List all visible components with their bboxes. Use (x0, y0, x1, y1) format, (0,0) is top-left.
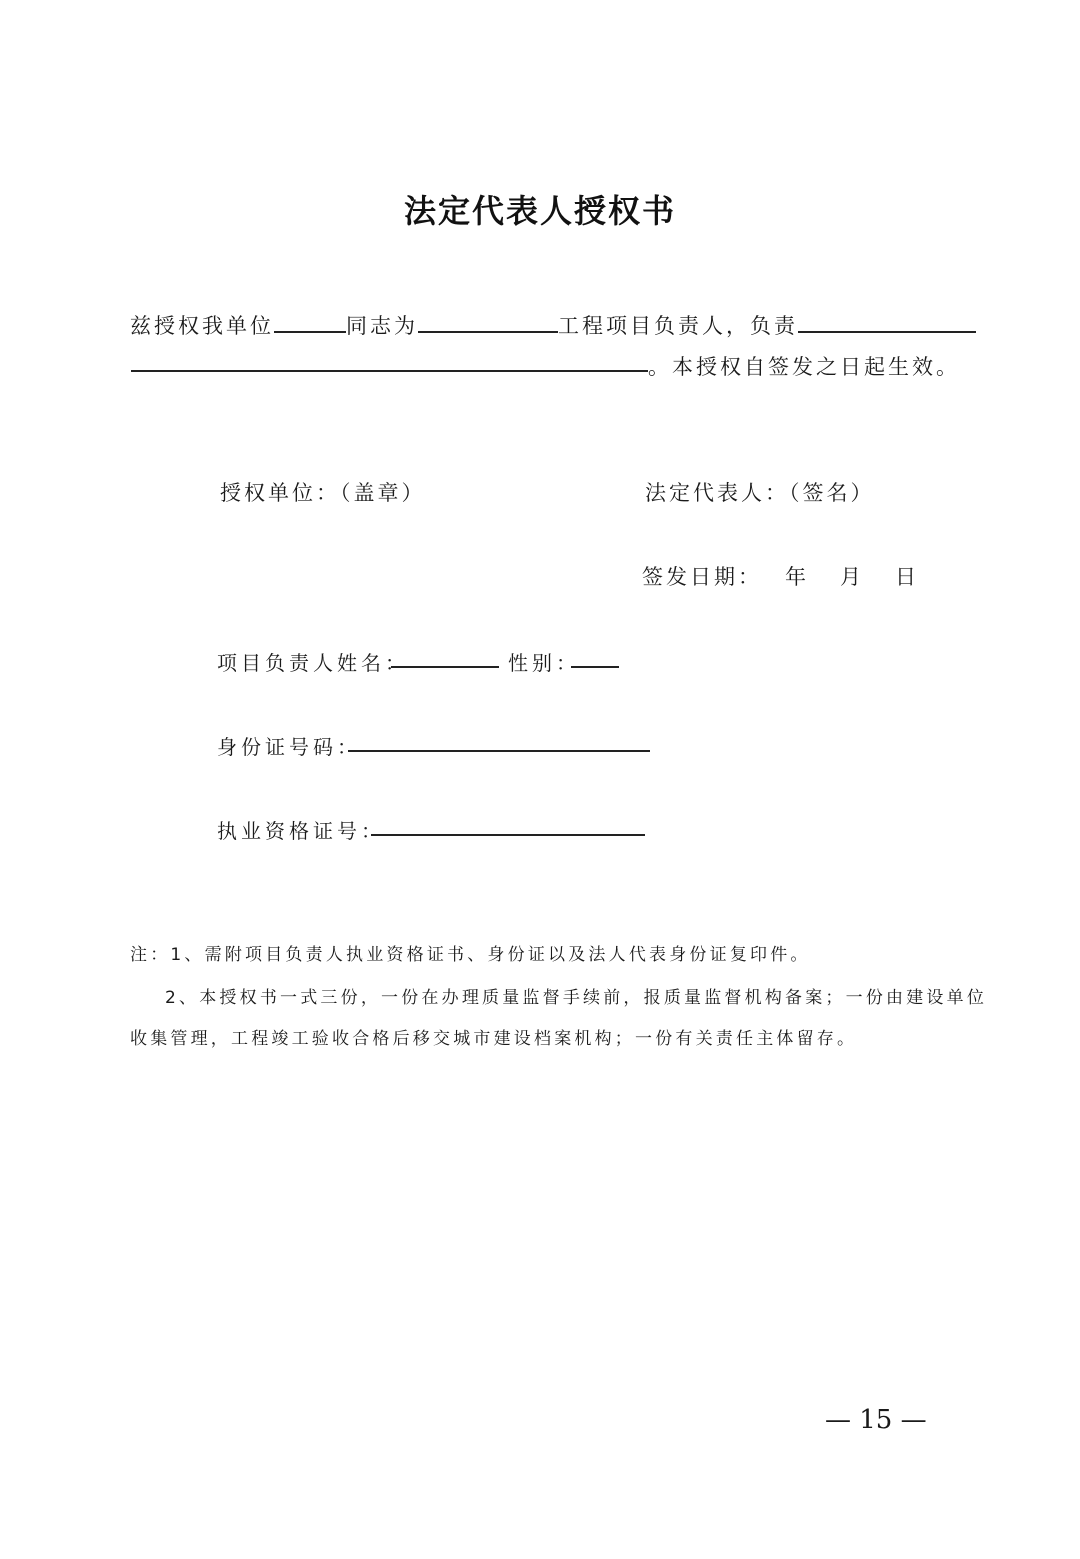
authorization-paragraph-line1 (130, 310, 976, 340)
pm-name-label: 项目负责人姓名： (217, 651, 409, 675)
note-1: 注：1、需附项目负责人执业资格证书、身份证以及法人代表身份证复印件。 (130, 945, 811, 965)
paragraph-text-1: 兹授权我单位 (130, 314, 274, 338)
license-number-blank[interactable] (371, 834, 645, 836)
comrade-name-blank[interactable] (418, 313, 558, 333)
document-title: 法定代表人授权书 (403, 192, 676, 230)
responsibility-blank[interactable] (798, 313, 976, 333)
license-number-label: 执业资格证号： (217, 819, 385, 843)
authorizing-unit-seal-label: 授权单位：（盖章） (220, 481, 426, 505)
gender-blank[interactable] (571, 666, 619, 668)
issue-date-day: 日 (895, 565, 919, 589)
legal-representative-signature-label: 法定代表人：（签名） (645, 481, 875, 505)
id-number-label: 身份证号码： (217, 735, 361, 759)
id-number-blank[interactable] (348, 750, 650, 752)
note-2-line-2: 收集管理，工程竣工验收合格后移交城市建设档案机构；一份有关责任主体留存。 (130, 1029, 858, 1049)
note-2-line-1: 2、本授权书一式三份，一份在办理质量监督手续前，报质量监督机构备案；一份由建设单位 (165, 988, 988, 1008)
page-number: — 15 — (825, 1405, 927, 1435)
paragraph-text-3: 工程项目负责人，负责 (558, 314, 798, 338)
pm-name-blank[interactable] (391, 666, 499, 668)
unit-blank[interactable] (274, 313, 346, 333)
paragraph-text-2: 同志为 (346, 314, 418, 338)
issue-date-month: 月 (840, 565, 864, 589)
paragraph-text-4: 。本授权自签发之日起生效。 (648, 355, 960, 379)
issue-date-year: 年 (785, 565, 809, 589)
responsibility-blank-continued[interactable] (131, 370, 648, 372)
gender-label: 性别： (508, 651, 580, 675)
issue-date-label: 签发日期： (642, 565, 762, 589)
